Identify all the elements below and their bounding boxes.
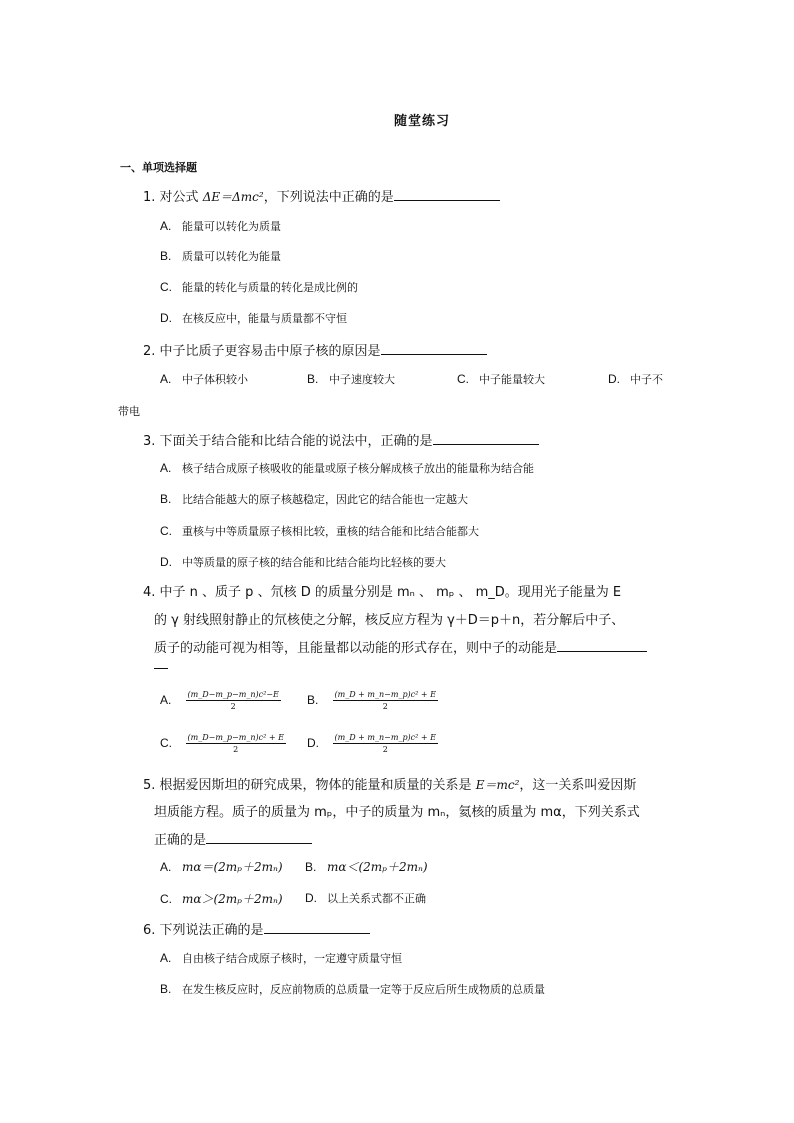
question-4-line-3: 质子的动能可视为相等，且能量都以动能的形式存在，则中子的动能是: [154, 637, 647, 656]
option-d[interactable]: D. 在核反应中，能量与质量都不守恒: [160, 311, 347, 325]
question-number: 5.: [143, 778, 156, 793]
answer-blank[interactable]: [557, 639, 647, 652]
option-b[interactable]: B. 中子速度较大: [307, 372, 395, 386]
option-b[interactable]: B. $\frac{\text{(m\_D + m\_n−m\_p)c² + E}}{2}$: [307, 690, 436, 711]
page-title: 随堂练习: [394, 114, 451, 129]
question-number: 4.: [143, 585, 156, 600]
question-5: 5. 根据爱因斯坦的研究成果，物体的能量和质量的关系是 E＝mc²，这一关系叫爱因斯: [143, 778, 637, 793]
answer-blank[interactable]: [394, 188, 500, 201]
question-4-line-2: 的 γ 射线照射静止的氘核使之分解，核反应方程为 γ＋D＝p＋n，若分解后中子、: [154, 613, 625, 628]
answer-blank[interactable]: [264, 921, 370, 934]
fraction: $\frac{\text{(m\_D + m\_n−m\_p)c² + E}}{2}$: [334, 690, 436, 711]
question-5-line-3: 正确的是: [154, 829, 312, 848]
option-c[interactable]: C. mα＞(2mₚ＋2mₙ): [160, 892, 283, 906]
option-a[interactable]: A. 自由核子结合成原子核时，一定遵守质量守恒: [160, 951, 402, 965]
option-a[interactable]: A. 核子结合成原子核吸收的能量或原子核分解成核子放出的能量称为结合能: [160, 461, 534, 475]
fraction: $\frac{\text{(m\_D−m\_p−m\_n)c² + E}}{2}$: [187, 733, 284, 754]
question-number: 6.: [143, 923, 156, 938]
option-d[interactable]: D. $\frac{\text{(m\_D + m\_n−m\_p)c² + E}}{2}$: [307, 733, 436, 754]
option-d-wrap: 带电: [118, 405, 140, 418]
question-text: ，下列说法中正确的是: [263, 190, 394, 205]
option-d[interactable]: D. 中子不: [608, 372, 663, 386]
option-b[interactable]: B. 比结合能越大的原子核越稳定，因此它的结合能也一定越大: [160, 492, 468, 506]
section-heading: 一、单项选择题: [120, 161, 197, 174]
question-number: 1.: [143, 190, 156, 205]
answer-blank[interactable]: [381, 342, 487, 355]
question-2: [143, 340, 487, 359]
question-3: [143, 430, 539, 449]
answer-blank[interactable]: [433, 432, 539, 445]
option-a[interactable]: A. mα＝(2mₚ＋2mₙ): [160, 860, 283, 874]
question-text: 中子比质子更容易击中原子核的原因是: [159, 344, 381, 359]
question-6: [143, 919, 370, 938]
option-a[interactable]: A. $\frac{\text{(m\_D−m\_p−m\_n)c²−E}}{2}$: [160, 690, 279, 711]
fraction: $\frac{\text{(m\_D−m\_p−m\_n)c²−E}}{2}$: [187, 690, 279, 711]
answer-blank-continued: [154, 668, 168, 669]
question-text: 中子 n 、质子 p 、氘核 D 的质量分别是 mₙ 、 mₚ 、 m_D。现用光子能量为 E: [159, 585, 622, 600]
option-b[interactable]: B. 在发生核反应时，反应前物质的总质量一定等于反应后所生成物质的总质量: [160, 982, 545, 996]
question-text: 下面关于结合能和比结合能的说法中，正确的是: [159, 434, 433, 449]
option-d[interactable]: D. 以上关系式都不正确: [305, 891, 426, 905]
answer-blank[interactable]: [206, 831, 312, 844]
option-c[interactable]: C. 能量的转化与质量的转化是成比例的: [160, 280, 358, 294]
option-d[interactable]: D. 中等质量的原子核的结合能和比结合能均比轻核的要大: [160, 555, 446, 569]
option-b[interactable]: B. mα＜(2mₚ＋2mₙ): [305, 860, 428, 874]
option-b[interactable]: B. 质量可以转化为能量: [160, 249, 281, 263]
question-4: [143, 581, 621, 600]
option-c[interactable]: C. $\frac{\text{(m\_D−m\_p−m\_n)c² + E}}{2}$: [160, 733, 284, 754]
option-a[interactable]: A. 中子体积较小: [160, 372, 248, 386]
question-5-line-2: 坦质能方程。质子的质量为 mₚ，中子的质量为 mₙ，氦核的质量为 mα，下列关系式: [154, 805, 640, 820]
formula: E＝mc²: [475, 778, 520, 792]
question-number: 2.: [143, 344, 156, 359]
question-1: [143, 186, 500, 205]
formula: ΔE＝Δmc²: [202, 190, 264, 204]
question-text: 下列说法正确的是: [159, 923, 264, 938]
question-number: 3.: [143, 434, 156, 449]
fraction: $\frac{\text{(m\_D + m\_n−m\_p)c² + E}}{2}$: [334, 733, 436, 754]
option-a[interactable]: A. 能量可以转化为质量: [160, 219, 281, 233]
question-text: 对公式: [159, 190, 199, 205]
option-c[interactable]: C. 重核与中等质量原子核相比较，重核的结合能和比结合能都大: [160, 524, 479, 538]
option-c[interactable]: C. 中子能量较大: [457, 372, 545, 386]
